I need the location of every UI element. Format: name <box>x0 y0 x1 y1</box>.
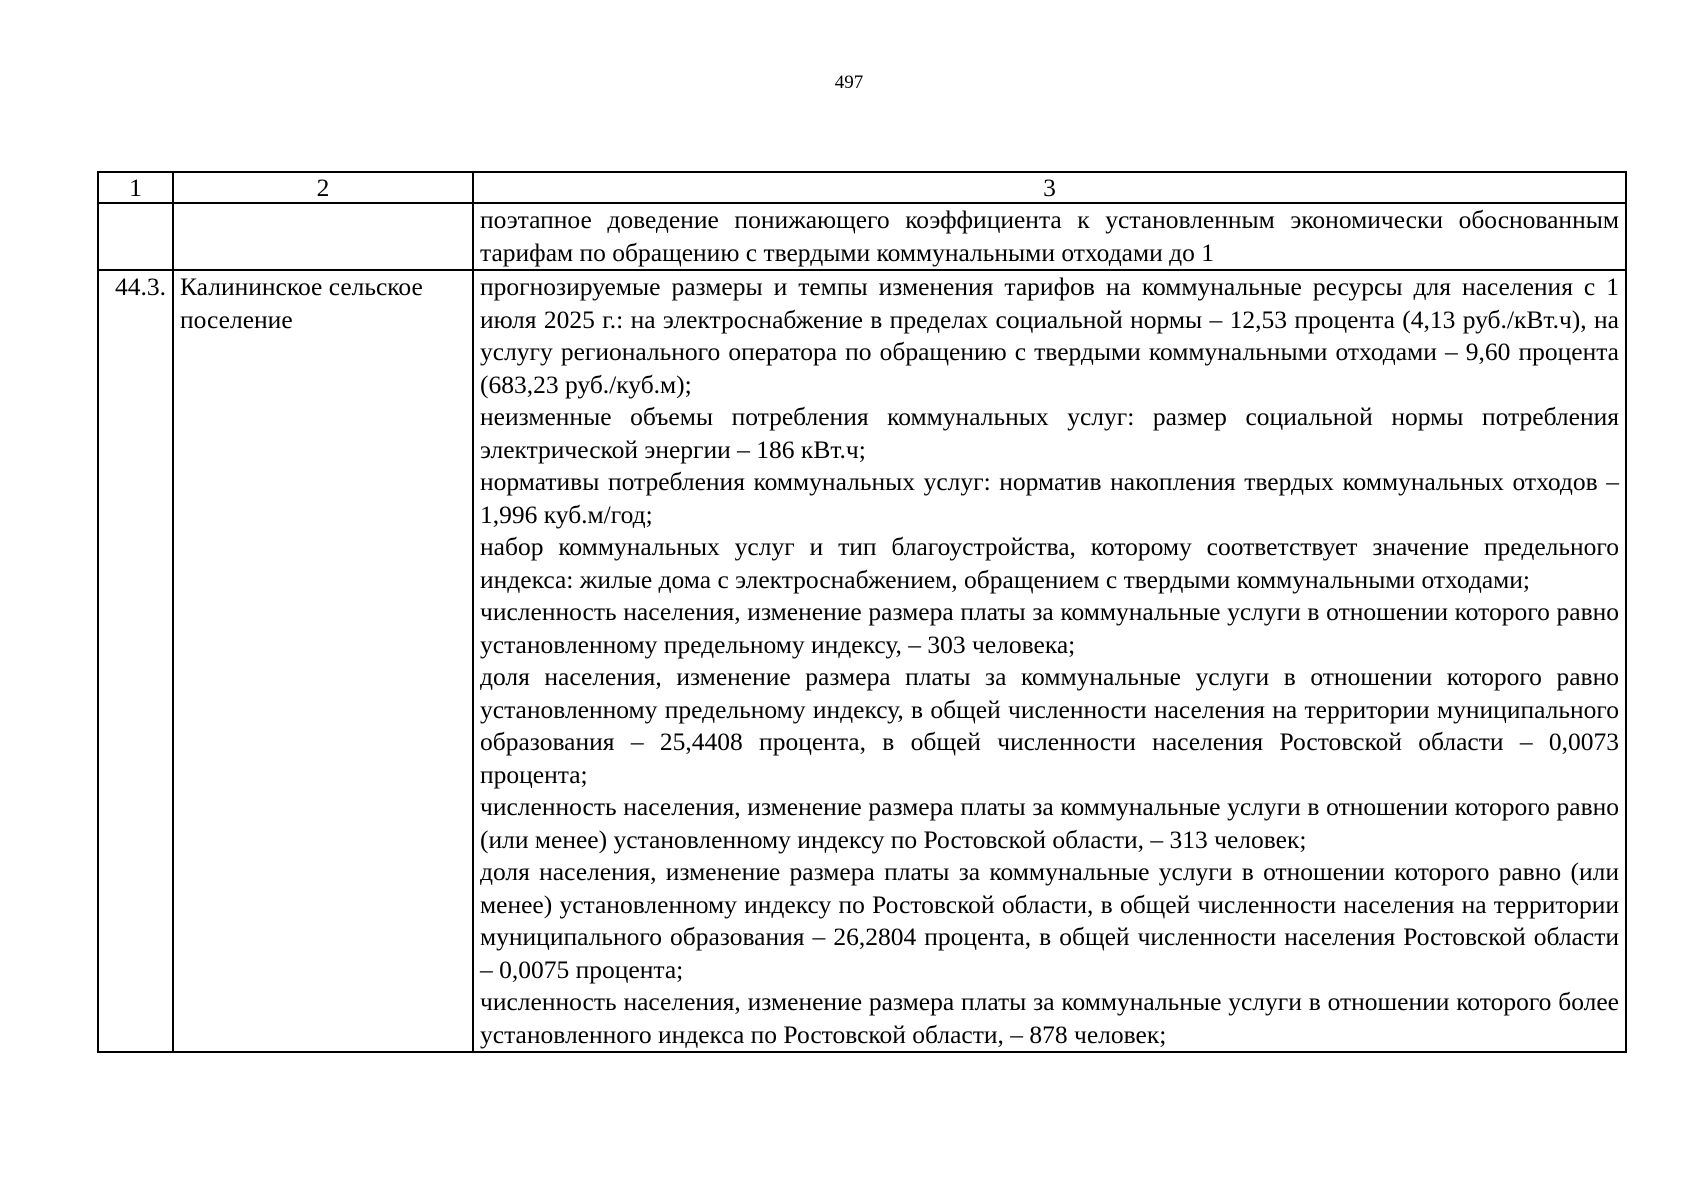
table-row <box>98 203 1626 270</box>
municipality-cell <box>173 203 473 270</box>
description-cell <box>473 270 1626 1052</box>
municipality-cell: Калининское сельское поселение <box>173 270 473 1052</box>
row-number-cell <box>98 203 173 270</box>
page-number: 497 <box>834 72 864 93</box>
description-paragraph: доля населения, изменение размера платы за коммунальные услуги в отношении которого равно (или менее) установленному индексу по Ростовской области, в общей численности населения на территории муниципального образования – 26,2804 процента, в общей численности населения Ростовской области – 0,0075 процента; <box>480 857 1619 984</box>
column-header-3: 3 <box>473 172 1626 203</box>
description-paragraph: численность населения, изменение размера платы за коммунальные услуги в отношении которого равно (или менее) установленному индексу по Ростовской области, – 313 человек; <box>480 792 1619 854</box>
table-header-row <box>98 172 1626 203</box>
description-paragraph: доля населения, изменение размера платы за коммунальные услуги в отношении которого равно установленному предельному индексу, в общей численности населения на территории муниципального образования – 25,4408 процента, в общей численности населения Ростовской области – 0,0073 процента; <box>480 662 1619 789</box>
column-header-1: 1 <box>98 172 173 203</box>
description-paragraph: неизменные объемы потребления коммунальных услуг: размер социальной нормы потребления электрической энергии – 186 кВт.ч; <box>480 402 1619 464</box>
description-cell <box>473 203 1626 270</box>
description-paragraph: численность населения, изменение размера платы за коммунальные услуги в отношении которого равно установленному предельному индексу, – 303 человека; <box>480 597 1619 659</box>
column-header-2: 2 <box>173 172 473 203</box>
tariff-table <box>97 171 1627 1053</box>
description-paragraph: набор коммунальных услуг и тип благоустройства, которому соответствует значение предельного индекса: жилые дома с электроснабжением, обращением с твердыми коммунальными отходами; <box>480 532 1619 594</box>
table-row <box>98 270 1626 1052</box>
description-paragraph: численность населения, изменение размера платы за коммунальные услуги в отношении которого более установленного индекса по Ростовской области, – 878 человек; <box>480 987 1619 1049</box>
description-paragraph: нормативы потребления коммунальных услуг: норматив накопления твердых коммунальных отходов – 1,996 куб.м/год; <box>480 467 1619 529</box>
description-paragraph: поэтапное доведение понижающего коэффициента к установленным экономически обоснованным тарифам по обращению с твердыми коммунальными отходами до 1 <box>480 205 1619 267</box>
description-paragraph: прогнозируемые размеры и темпы изменения тарифов на коммунальные ресурсы для населения с 1 июля 2025 г.: на электроснабжение в пределах социальной нормы – 12,53 процента (4,13 руб./кВт.ч), на услугу регионального оператора по обращению с твердыми коммунальными отходами – 9,60 процента (683,23 руб./куб.м); <box>480 272 1619 399</box>
row-number-cell: 44.3. <box>98 270 173 1052</box>
